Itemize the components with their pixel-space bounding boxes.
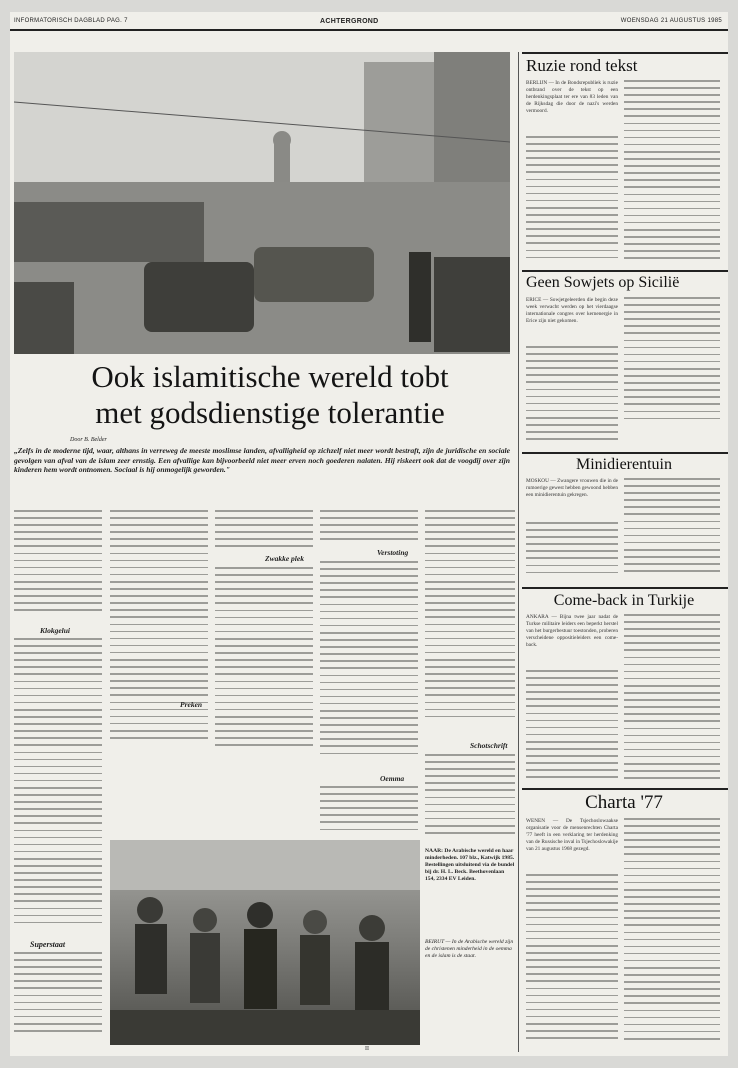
body-column-4a <box>320 510 418 544</box>
headline-line-1: Ook islamitische wereld tobt <box>91 359 449 394</box>
sidebar-title-turkije: Come-back in Turkije <box>553 592 695 609</box>
sidebar-body-minidierentuin-2 <box>624 478 720 578</box>
sidebar-title-charta: Charta '77 <box>585 792 663 813</box>
sidebar-rule-1 <box>522 52 728 54</box>
sidebar-dateline-charta: WENEN — De Tsjechoslowaakse organisatie voor de mensenrechten Charta '77 heeft in een verklaring ter herdenking van de Russische inval in Tsjechoslowakije van 21 augustus 1968 gezegd. <box>526 818 618 853</box>
sidebar-body-ruzie-1 <box>526 136 618 266</box>
body-column-4c <box>320 786 418 836</box>
body-column-1b <box>14 638 102 938</box>
headline-line-2: met godsdienstige tolerantie <box>95 395 445 430</box>
body-column-4b <box>320 561 418 771</box>
sidebar-dateline-ruzie: BERLIJN — In de Bondsrepubliek is ruzie ontbrand over de tekst op een herdenkingsplaat ter ere van 83 leden van de Rijksdag die door de nazi's werden vermoord. <box>526 80 618 115</box>
body-column-5b <box>425 754 515 844</box>
subhead-klokgelui: Klokgelui <box>40 626 71 635</box>
subhead-zwakke-plek: Zwakke plek <box>265 554 304 563</box>
body-column-3a <box>215 510 313 552</box>
header-rule <box>10 29 728 31</box>
sidebar-title-sowjets: Geen Sowjets op Sicilië <box>526 274 680 291</box>
subhead-preken: Preken <box>180 700 203 709</box>
sidebar-title-minidierentuin: Minidierentuin <box>576 456 672 473</box>
body-column-3b <box>215 567 313 757</box>
sidebar-body-charta-2 <box>624 818 720 1044</box>
subhead-oemma: Oemma <box>380 774 405 783</box>
group-photo-drawing <box>110 840 420 1045</box>
sidebar-title-ruzie: Ruzie rond tekst <box>526 56 638 75</box>
column-divider <box>518 52 519 1052</box>
sidebar-body-sowjets-1 <box>526 346 618 446</box>
body-column-2a <box>110 510 208 755</box>
main-headline <box>50 359 490 431</box>
street-photo-drawing <box>14 52 510 354</box>
newspaper-page <box>10 12 728 1056</box>
body-column-5a <box>425 510 515 738</box>
body-column-1a <box>14 510 102 620</box>
page-mark: II <box>365 1046 369 1052</box>
photo-caption-book: NAAR: De Arabische wereld en haar minderheden. 107 blz., Katwijk 1985. Bestellingen uitsluitend via de bundel bij dr. H. L. Beck. Beethovenlaan 154, 2334 EV Leiden. <box>425 848 515 882</box>
sidebar-dateline-turkije: ANKARA — Bijna twee jaar nadat de Turkse militaire leiders een beperkt herstel van het burgerbestuur toestonden, proberen verscheidene oppositieleiders een come-back. <box>526 614 618 649</box>
sidebar-body-sowjets-2 <box>624 297 720 425</box>
header-date: WOENSDAG 21 AUGUSTUS 1985 <box>620 18 722 24</box>
sidebar-body-turkije-2 <box>624 614 720 784</box>
header-paper-name: INFORMATORISCH DAGBLAD PAG. 7 <box>14 18 128 24</box>
sidebar-rule-3 <box>522 452 728 454</box>
photo-caption-beirut: BEIRUT — In de Arabische wereld zijn de christenen minderheid in de oemma en de islam is de staat. <box>425 939 514 959</box>
subhead-superstaat: Superstaat <box>30 940 66 949</box>
sidebar-rule-2 <box>522 270 728 272</box>
lead-paragraph: „Zelfs in de moderne tijd, waar, althans in verreweg de meeste moslimse landen, afvalligheid op zichzelf niet meer wordt bestraft, zijn de juridische en sociale gevolgen van afval van de islam zeer ernstig. Een afvallige kan bijvoorbeeld niet meer erven noch goederen nalaten. Hij riskeert ook dat de voogdij over zijn kinderen hem wordt ontnomen. Sociaal is hij onmogelijk geworden." <box>14 446 510 475</box>
sidebar-dateline-minidierentuin: MOSKOU — Zwangere vrouwen die in de rumoerige gewest hebben gewoond hebben een minidierentuin gekregen. <box>526 478 618 499</box>
sidebar-rule-4 <box>522 587 728 589</box>
group-photo <box>110 840 420 1045</box>
header-section: ACHTERGROND <box>320 18 379 25</box>
sidebar-dateline-sowjets: ERICE — Sowjetgeleerden die begin deze week verwacht werden op het vierdaagse internationale congres over kernenergie in Erice zijn niet gekomen. <box>526 297 618 325</box>
street-photo <box>14 52 510 354</box>
byline: Door B. Belder <box>70 437 107 443</box>
subhead-verstoting: Verstoting <box>377 548 409 557</box>
body-column-1c <box>14 952 102 1044</box>
sidebar-body-ruzie-2 <box>624 80 720 266</box>
sidebar-body-charta-1 <box>526 874 618 1044</box>
sidebar-rule-5 <box>522 788 728 790</box>
subhead-schotschrift: Schotschrift <box>470 741 508 750</box>
sidebar-body-turkije-1 <box>526 670 618 785</box>
sidebar-body-minidierentuin-1 <box>526 522 618 582</box>
